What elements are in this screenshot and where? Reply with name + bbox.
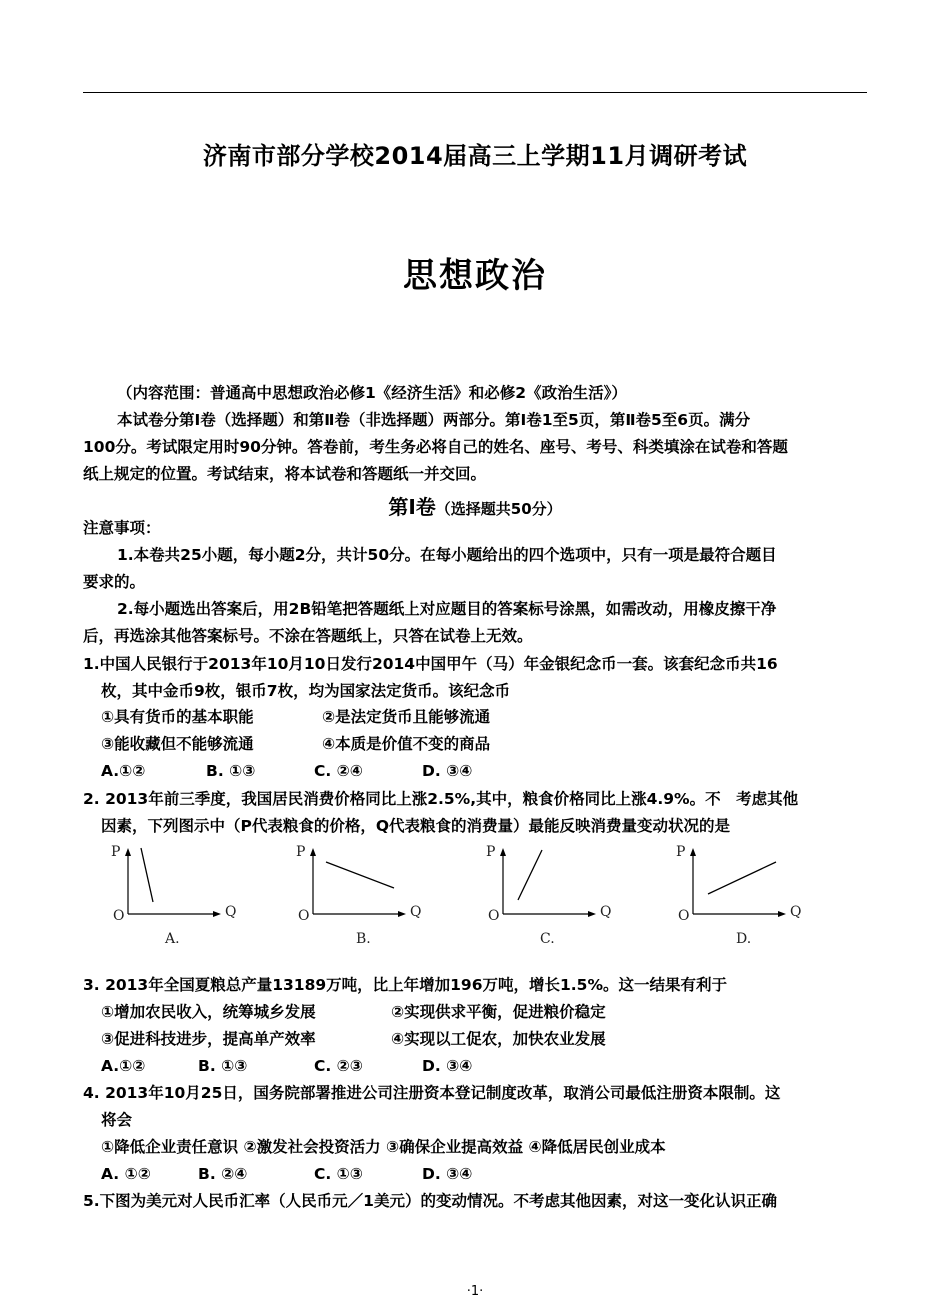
question-4-stem: 4. 2013年10月25日，国务院部署推进公司注册资本登记制度改革，取消公司最低注册资本限制。这 <box>83 1084 781 1102</box>
q1-choice-c: C. ②④ <box>314 762 363 780</box>
header-rule <box>83 92 867 93</box>
question-1-stem: 枚，其中金币9枚，银币7枚，均为国家法定货币。该纪念币 <box>101 682 511 700</box>
q1-option-2: ②是法定货币且能够流通 <box>322 708 491 726</box>
graph-q-label: Q <box>225 904 237 920</box>
q3-option-2: ②实现供求平衡，促进粮价稳定 <box>391 1003 606 1021</box>
section-note: （选择题共50分） <box>435 500 562 518</box>
question-1-stem: 1.中国人民银行于2013年10月10日发行2014中国甲午（马）年金银纪念币一套。该套纪念币共16 <box>83 655 778 673</box>
q1-choice-a: A.①② <box>101 762 146 780</box>
intro-line: 100分。考试限定用时90分钟。答卷前，考生务必将自己的姓名、座号、考号、科类填涂在试卷和答题 <box>83 438 788 456</box>
q1-choice-d: D. ③④ <box>422 762 473 780</box>
note-item: 2.每小题选出答案后，用2B铅笔把答题纸上对应题目的答案标号涂黑，如需改动，用橡皮擦干净 <box>117 600 777 618</box>
question-3-stem: 3. 2013年全国夏粮总产量13189万吨，比上年增加196万吨，增长1.5%。这一结果有利于 <box>83 976 727 994</box>
graph-o-label: O <box>113 908 125 924</box>
page-number: ·1· <box>466 1284 484 1299</box>
section-title: 第Ⅰ卷 <box>388 495 436 519</box>
question-2-stem: 因素，下列图示中（P代表粮食的价格，Q代表粮食的消费量）最能反映消费量变动状况的是 <box>101 817 731 835</box>
intro-line: 纸上规定的位置。考试结束，将本试卷和答题纸一并交回。 <box>83 465 487 483</box>
note-item: 1.本卷共25小题，每小题2分，共计50分。在每小题给出的四个选项中，只有一项是最符合题目 <box>117 546 777 564</box>
graph-q-label: Q <box>410 904 422 920</box>
note-item: 后，再选涂其他答案标号。不涂在答题纸上，只答在试卷上无效。 <box>83 627 533 645</box>
graph-a-axes <box>107 842 257 952</box>
graph-d <box>672 842 822 952</box>
graph-c <box>482 842 632 952</box>
graph-o-label: O <box>298 908 310 924</box>
question-2-stem: 2. 2013年前三季度，我国居民消费价格同比上涨2.5%,其中，粮食价格同比上涨4.9%。不 考虑其他 <box>83 790 799 808</box>
graph-p-label: P <box>296 844 306 860</box>
q1-option-1: ①具有货币的基本职能 <box>101 708 254 726</box>
intro-scope: （内容范围：普通高中思想政治必修1《经济生活》和必修2《政治生活》） <box>117 384 627 402</box>
graph-p-label: P <box>486 844 496 860</box>
section-heading <box>0 491 950 520</box>
q3-choice-b: B. ①③ <box>198 1057 248 1075</box>
notes-heading: 注意事项： <box>83 519 161 537</box>
q1-option-4: ④本质是价值不变的商品 <box>322 735 491 753</box>
subject-title: 思想政治 <box>403 256 547 296</box>
q3-choice-c: C. ②③ <box>314 1057 363 1075</box>
graph-o-label: O <box>678 908 690 924</box>
graph-option-label: C. <box>540 931 555 947</box>
q4-choice-d: D. ③④ <box>422 1165 473 1183</box>
graph-a <box>107 842 257 952</box>
q3-choice-a: A.①② <box>101 1057 146 1075</box>
graph-option-label: B. <box>356 931 371 947</box>
graph-o-label: O <box>488 908 500 924</box>
q1-option-3: ③能收藏但不能够流通 <box>101 735 254 753</box>
q4-choice-b: B. ②④ <box>198 1165 248 1183</box>
note-item: 要求的。 <box>83 573 146 591</box>
q3-option-3: ③促进科技进步，提高单产效率 <box>101 1030 316 1048</box>
q3-option-1: ①增加农民收入，统筹城乡发展 <box>101 1003 316 1021</box>
q4-choice-c: C. ①③ <box>314 1165 363 1183</box>
graph-c-axes <box>482 842 632 952</box>
q4-options: ①降低企业责任意识 ②激发社会投资活力 ③确保企业提高效益 ④降低居民创业成本 <box>101 1138 666 1156</box>
q1-choice-b: B. ①③ <box>206 762 256 780</box>
graph-option-label: D. <box>736 931 752 947</box>
question-4-stem: 将会 <box>101 1111 133 1129</box>
graph-option-label: A. <box>165 931 180 947</box>
q3-choice-d: D. ③④ <box>422 1057 473 1075</box>
graph-q-label: Q <box>790 904 802 920</box>
graph-p-label: P <box>676 844 686 860</box>
q3-option-4: ④实现以工促农，加快农业发展 <box>391 1030 606 1048</box>
q4-choice-a: A. ①② <box>101 1165 151 1183</box>
exam-title: 济南市部分学校2014届高三上学期11月调研考试 <box>202 142 748 170</box>
graph-q-label: Q <box>600 904 612 920</box>
graph-b <box>292 842 442 952</box>
intro-line: 本试卷分第Ⅰ卷（选择题）和第Ⅱ卷（非选择题）两部分。第Ⅰ卷1至5页，第Ⅱ卷5至6页。满分 <box>117 411 751 429</box>
graph-p-label: P <box>111 844 121 860</box>
question-5-stem: 5.下图为美元对人民币汇率（人民币元／1美元）的变动情况。不考虑其他因素，对这一变化认识正确 <box>83 1192 777 1210</box>
